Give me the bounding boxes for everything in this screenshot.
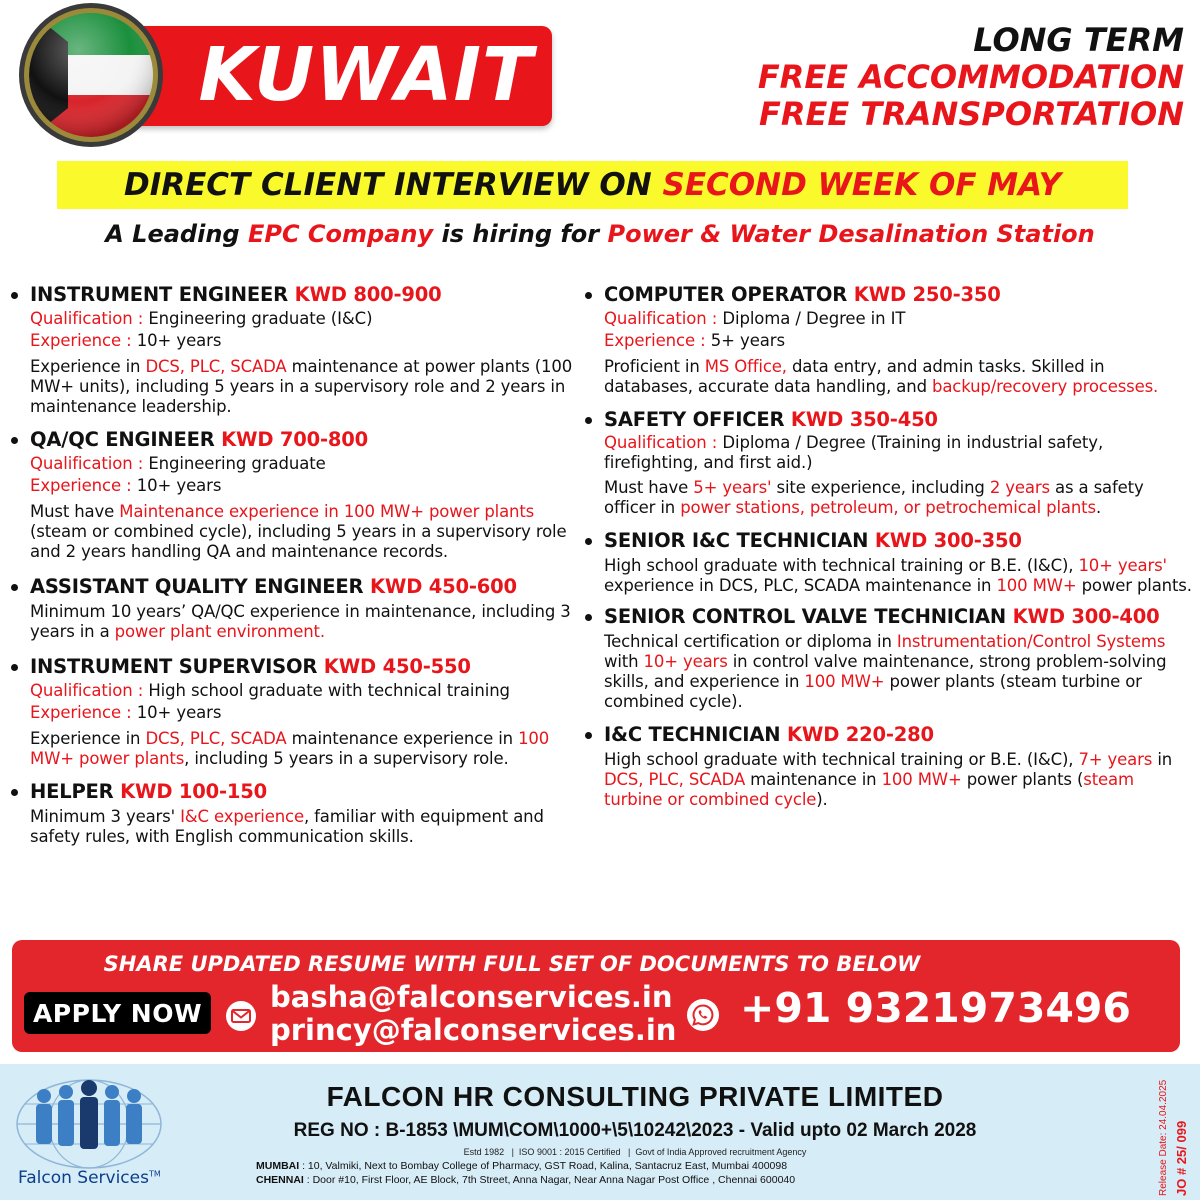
description-highlight: Maintenance experience in 100 MW+ power plants — [119, 502, 535, 521]
job-salary: KWD 450-600 — [369, 575, 517, 598]
footer — [0, 1064, 1200, 1200]
whatsapp-icon — [686, 998, 720, 1032]
description-highlight: DCS, PLC, SCADA — [145, 729, 287, 748]
description-highlight: 100 MW+ — [804, 672, 885, 691]
description-text: maintenance at power plants (100 MW+ units), including 5 years in a supervisory role and 2 years in maintenance leadership. — [30, 357, 573, 416]
description-text: High school graduate with technical training or B.E. (I&C), — [604, 556, 1079, 575]
address-mumbai — [256, 1160, 787, 1172]
qualification-value: Engineering graduate (I&C) — [148, 309, 373, 328]
job-title — [604, 604, 1194, 630]
description-highlight: 10+ years — [643, 652, 728, 671]
registration-number: REG NO : B-1853 \MUM\COM\1000+\5\10242\2023 - Valid upto 02 March 2028 — [293, 1120, 977, 1141]
description-text: (steam or combined cycle), including 5 years in a supervisory role and 2 years handling QA and maintenance records. — [30, 522, 567, 561]
job-description — [604, 632, 1194, 712]
address-label: MUMBAI — [256, 1160, 300, 1172]
address-text: : 10, Valmiki, Next to Bombay College of Pharmacy, GST Road, Kalina, Santacruz East, Mumbai 400098 — [299, 1160, 788, 1172]
description-highlight: 7+ years — [1078, 750, 1153, 769]
interview-prefix: DIRECT CLIENT INTERVIEW ON — [123, 167, 663, 203]
apply-now-button[interactable]: APPLY NOW — [24, 992, 211, 1034]
job-title-text: INSTRUMENT SUPERVISOR — [30, 655, 324, 678]
description-text: High school graduate with technical training or B.E. (I&C), — [604, 750, 1079, 769]
address-label: CHENNAI — [256, 1174, 304, 1186]
interview-date: SECOND WEEK OF MAY — [662, 167, 1062, 203]
qualification-value: Engineering graduate — [148, 454, 326, 473]
description-text: Technical certification or diploma in — [604, 632, 897, 651]
falcon-logo-text — [18, 1168, 161, 1188]
description-text: ). — [816, 790, 828, 809]
description-text: Experience in — [30, 729, 146, 748]
job-listing — [8, 654, 590, 769]
phone-number[interactable]: +91 9321973496 — [740, 984, 1131, 1032]
description-text: Experience in — [30, 357, 146, 376]
email-link-basha[interactable]: basha@falconservices.in — [270, 980, 673, 1014]
description-highlight: 5+ years' — [693, 478, 772, 497]
address-text: : Door #10, First Floor, AE Block, 7th Street, Anna Nagar, Near Anna Nagar Post Office , Chennai 600040 — [303, 1174, 796, 1186]
description-text: , familiar with equipment and safety rules, with English communication skills. — [30, 807, 544, 846]
kuwait-flag-icon — [16, 0, 166, 150]
job-title-text: SENIOR CONTROL VALVE TECHNICIAN — [604, 605, 1013, 628]
experience-value: 10+ years — [136, 476, 222, 495]
job-listing — [582, 604, 1194, 712]
job-listing — [582, 722, 1194, 810]
interview-banner — [57, 161, 1128, 209]
qualification-label: Qualification : — [30, 681, 149, 700]
job-description — [30, 729, 590, 769]
experience-label: Experience : — [30, 703, 137, 722]
falcon-logo-icon — [14, 1074, 164, 1169]
experience-value: 5+ years — [710, 331, 785, 350]
logo-tm: TM — [148, 1169, 161, 1179]
job-title — [30, 574, 590, 600]
description-highlight: 10+ years' — [1078, 556, 1167, 575]
jobs-right-column — [582, 282, 1194, 810]
description-highlight: backup/recovery processes. — [932, 377, 1159, 396]
job-qualification — [30, 680, 590, 702]
description-text: as a safety officer in — [604, 478, 1144, 517]
job-description — [604, 478, 1194, 518]
job-title — [604, 282, 1194, 308]
qualification-value: High school graduate with technical training — [148, 681, 510, 700]
description-text: with — [604, 652, 644, 671]
apply-section — [12, 940, 1180, 1052]
job-experience — [30, 475, 590, 497]
job-experience — [30, 702, 590, 724]
job-listing — [8, 282, 590, 417]
job-title — [604, 407, 1194, 433]
description-highlight: 100 MW+ — [996, 576, 1077, 595]
address-chennai — [256, 1174, 795, 1186]
description-text: in — [1152, 750, 1173, 769]
tagline-sector: Power & Water Desalination Station — [607, 220, 1095, 248]
description-text: in control valve maintenance, strong problem-solving skills, and experience in — [604, 652, 1167, 691]
qualification-value: Diploma / Degree (Training in industrial safety, firefighting, and first aid.) — [604, 433, 1104, 472]
job-description — [604, 750, 1194, 810]
description-text: maintenance experience in — [286, 729, 519, 748]
release-date: Release Date: 24.04.2025 — [1158, 1079, 1169, 1196]
description-text: , including 5 years in a supervisory role. — [184, 749, 509, 768]
description-text: Must have — [604, 478, 694, 497]
description-highlight: 2 years — [989, 478, 1050, 497]
job-salary: KWD 450-550 — [323, 655, 471, 678]
job-listing — [8, 574, 590, 642]
job-title-text: ASSISTANT QUALITY ENGINEER — [30, 575, 370, 598]
perk-transportation: FREE TRANSPORTATION — [758, 95, 1184, 133]
description-highlight: 100 MW+ — [881, 770, 962, 789]
job-description — [30, 807, 590, 847]
job-listing — [8, 779, 590, 847]
job-qualification — [30, 308, 590, 330]
email-link-princy[interactable]: princy@falconservices.in — [270, 1013, 677, 1047]
job-title — [604, 722, 1194, 748]
job-experience — [604, 330, 1194, 352]
qualification-value: Diploma / Degree in IT — [722, 309, 906, 328]
hiring-tagline — [0, 220, 1200, 248]
country-title: KUWAIT — [198, 32, 534, 118]
job-salary: KWD 800-900 — [294, 283, 442, 306]
experience-value: 10+ years — [136, 703, 222, 722]
experience-label: Experience : — [604, 331, 711, 350]
description-highlight: DCS, PLC, SCADA — [145, 357, 287, 376]
job-description — [30, 602, 590, 642]
job-listing — [582, 407, 1194, 518]
job-title — [604, 528, 1194, 554]
job-experience — [30, 330, 590, 352]
job-salary: KWD 220-280 — [786, 723, 934, 746]
job-salary: KWD 100-150 — [120, 780, 267, 803]
job-description — [604, 556, 1194, 596]
mail-icon — [225, 1000, 257, 1032]
job-salary: KWD 300-400 — [1012, 605, 1160, 628]
company-name: FALCON HR CONSULTING PRIVATE LIMITED — [326, 1081, 944, 1112]
job-listing — [582, 528, 1194, 596]
logo-name: Falcon Services — [18, 1168, 149, 1188]
jobs-left-column — [8, 282, 590, 847]
experience-label: Experience : — [30, 476, 137, 495]
email-list — [270, 981, 676, 1047]
perk-accommodation: FREE ACCOMMODATION — [757, 58, 1184, 96]
description-text: experience in DCS, PLC, SCADA maintenance in — [604, 576, 997, 595]
job-title-text: HELPER — [30, 780, 121, 803]
description-highlight: MS Office, — [704, 357, 787, 376]
job-description — [30, 502, 590, 562]
description-text: data entry, and admin tasks. Skilled in databases, accurate data handling, and — [604, 357, 1105, 396]
job-title-text: QA/QC ENGINEER — [30, 428, 222, 451]
job-title — [30, 654, 590, 680]
description-text: Minimum 3 years' — [30, 807, 181, 826]
qualification-label: Qualification : — [604, 433, 723, 452]
job-order-number: JO # 25/ 099 — [1174, 1120, 1189, 1196]
header — [0, 0, 1200, 150]
job-salary: KWD 350-450 — [790, 408, 938, 431]
job-description — [30, 357, 590, 417]
job-qualification — [604, 308, 1194, 330]
qualification-label: Qualification : — [30, 309, 149, 328]
description-text: Must have — [30, 502, 120, 521]
job-title-text: COMPUTER OPERATOR — [604, 283, 854, 306]
tagline-part: is hiring for — [433, 220, 608, 248]
experience-value: 10+ years — [136, 331, 222, 350]
qualification-label: Qualification : — [30, 454, 149, 473]
job-title — [30, 282, 590, 308]
job-qualification — [604, 433, 1194, 473]
job-salary: KWD 250-350 — [853, 283, 1001, 306]
share-instructions: SHARE UPDATED RESUME WITH FULL SET OF DOCUMENTS TO BELOW — [103, 952, 921, 976]
job-title-text: SENIOR I&C TECHNICIAN — [604, 529, 875, 552]
description-text: power plants. — [1076, 576, 1192, 595]
description-highlight: DCS, PLC, SCADA — [604, 770, 746, 789]
perks-list — [664, 22, 1184, 133]
job-salary: KWD 300-350 — [874, 529, 1022, 552]
description-text: power plants (steam turbine or combined cycle). — [604, 672, 1142, 711]
description-text: power plants ( — [961, 770, 1084, 789]
description-highlight: 100 MW+ power plants — [30, 729, 550, 768]
job-description — [604, 357, 1194, 397]
experience-label: Experience : — [30, 331, 137, 350]
job-qualification — [30, 453, 590, 475]
description-highlight: power stations, petroleum, or petrochemical plants — [680, 498, 1096, 517]
job-title — [30, 427, 590, 453]
description-text: Proficient in — [604, 357, 705, 376]
job-title-text: SAFETY OFFICER — [604, 408, 791, 431]
description-highlight: Instrumentation/Control Systems — [896, 632, 1166, 651]
description-highlight: steam turbine or combined cycle — [604, 770, 1134, 809]
description-text: maintenance in — [745, 770, 882, 789]
description-highlight: power plant environment. — [114, 622, 325, 641]
description-text: . — [1095, 498, 1102, 517]
job-title-text: INSTRUMENT ENGINEER — [30, 283, 295, 306]
description-highlight: I&C experience — [180, 807, 304, 826]
job-title — [30, 779, 590, 805]
certifications-line: Estd 1982 | ISO 9001 : 2015 Certified | Govt of India Approved recruitment Agency — [463, 1147, 807, 1157]
description-text: Minimum 10 years’ QA/QC experience in maintenance, including 3 years in a — [30, 602, 571, 641]
description-text: site experience, including — [771, 478, 990, 497]
qualification-label: Qualification : — [604, 309, 723, 328]
tagline-part: A Leading — [105, 220, 248, 248]
job-listing — [8, 427, 590, 562]
job-title-text: I&C TECHNICIAN — [604, 723, 787, 746]
tagline-company: EPC Company — [247, 220, 434, 248]
job-listing — [582, 282, 1194, 397]
job-salary: KWD 700-800 — [221, 428, 369, 451]
perk-long-term: LONG TERM — [973, 21, 1184, 59]
